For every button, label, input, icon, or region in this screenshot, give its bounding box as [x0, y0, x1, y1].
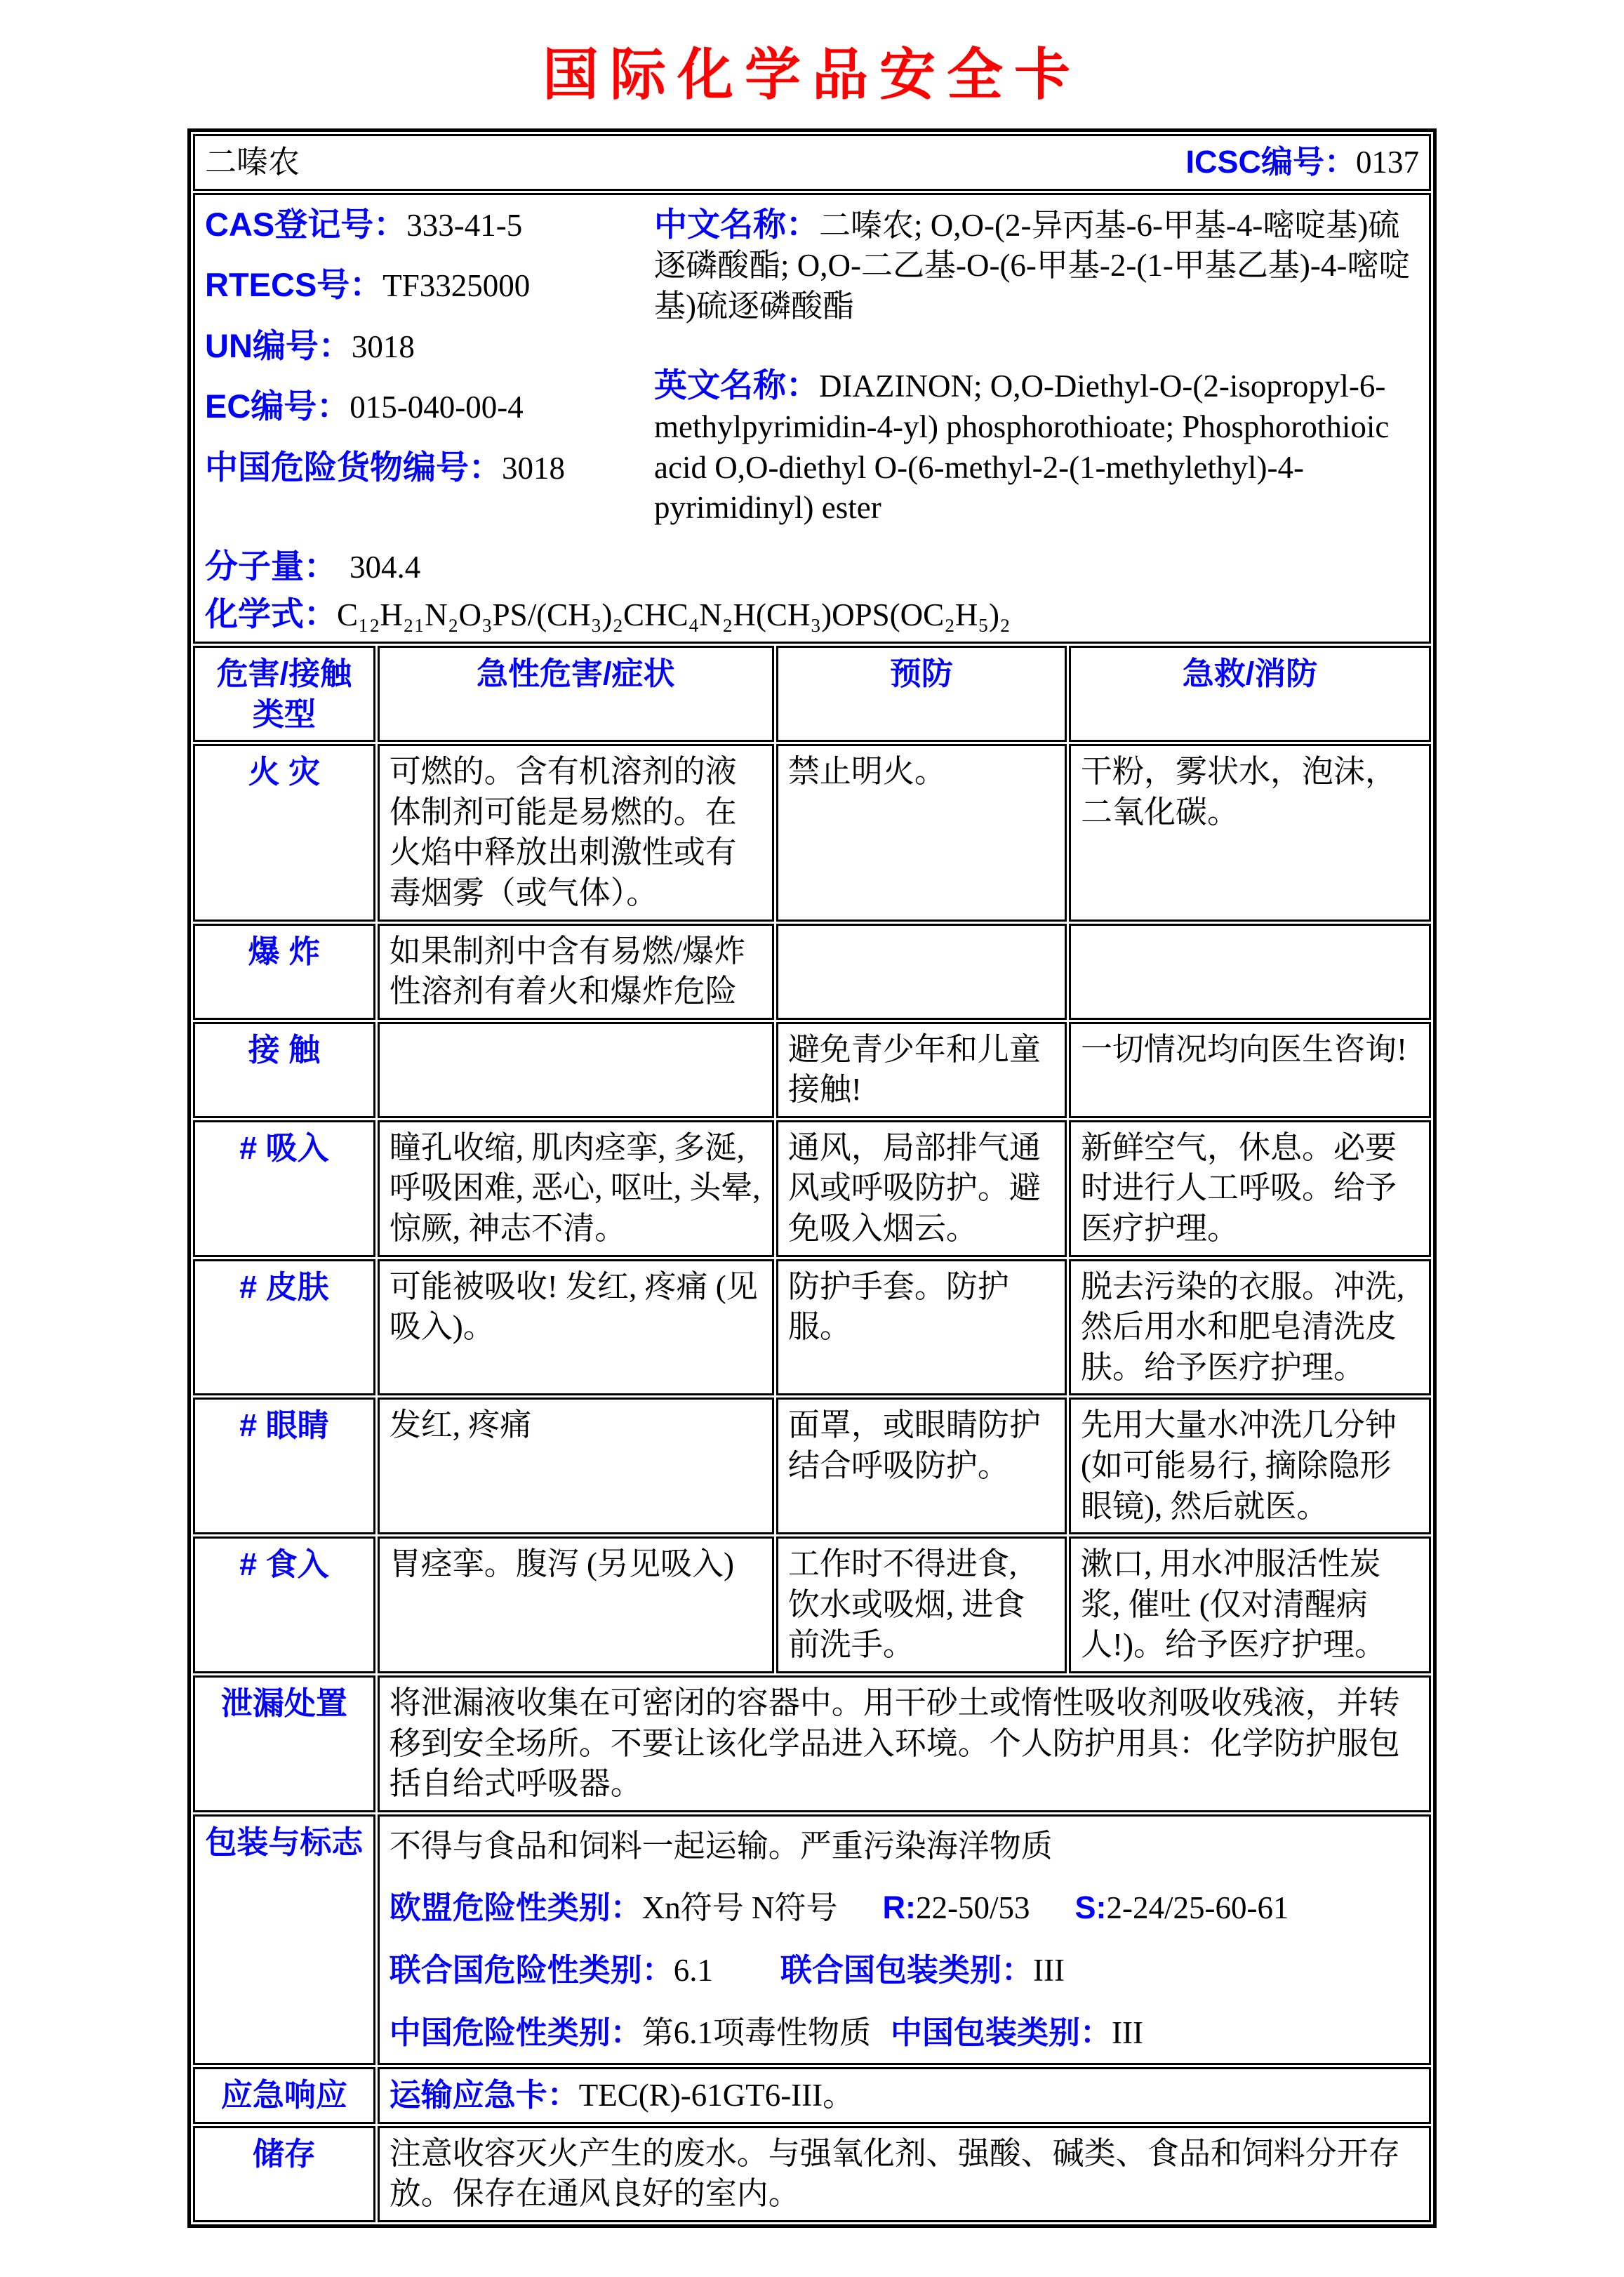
cas-number-value: 333-41-5 [406, 207, 523, 243]
substance-name: 二嗪农 [205, 145, 300, 180]
hazard-row-explosion-symptom: 如果制剂中含有易燃/爆炸性溶剂有着火和爆炸危险 [378, 924, 774, 1020]
hazard-row-eyes-prevention: 面罩，或眼睛防护结合呼吸防护。 [776, 1398, 1067, 1534]
hazard-header-type [193, 646, 375, 742]
hazard-row-inhalation [193, 1120, 1431, 1257]
packaging-cn-line [390, 2012, 1419, 2054]
molecular-weight-label: 分子量： [205, 547, 337, 585]
hazard-row-fire-symptom: 可燃的。含有机溶剂的液体制剂可能是易燃的。在火焰中释放出刺激性或有毒烟雾（或气体）。 [378, 744, 774, 921]
hazard-row-exposure-type: 接 触 [193, 1022, 375, 1118]
hazard-header-row [193, 646, 1431, 742]
cn-hazard-class-label: 中国危险性类别： [389, 2014, 642, 2050]
section-storage-label: 储存 [193, 2126, 375, 2222]
hazard-row-skin-symptom: 可能被吸收! 发红, 疼痛 (见吸入)。 [378, 1259, 774, 1396]
hazard-header-prevention: 预防 [776, 646, 1067, 742]
hazard-row-inhalation-symptom: 瞳孔收缩, 肌肉痉挛, 多涎, 呼吸困难, 恶心, 呕吐, 头晕, 惊厥, 神志不清。 [378, 1120, 774, 1257]
cas-number-line [205, 204, 654, 246]
chinese-name-value: 二嗪农; O,O-(2-异丙基-6-甲基-4-嘧啶基)硫逐磷酸酯; O,O-二乙基-O-(6-甲基-2-(1-甲基乙基)-4-嘧啶基)硫逐磷酸酯 [654, 207, 1411, 324]
icsc-number-group [1185, 142, 1419, 183]
packaging-un-line [390, 1950, 1419, 1991]
rtecs-number-label: RTECS号： [205, 266, 383, 304]
hazard-row-exposure [193, 1022, 1431, 1118]
english-name-value: DIAZINON; O,O-Diethyl-O-(2-isopropyl-6-methylpyrimidin-4-yl) phosphorothioate; Phosphorothioic acid O,O-diethyl O-(6-methyl-2-(1-methylethyl)-4-pyrimidinyl) ester [654, 369, 1390, 526]
china-dg-number-label: 中国危险货物编号： [205, 448, 502, 486]
chemical-names [654, 201, 1419, 529]
hazard-row-inhalation-type: # 吸入 [193, 1120, 375, 1257]
eu-hazard-class-label: 欧盟危险性类别： [389, 1890, 642, 1926]
section-row-storage [193, 2126, 1431, 2222]
chinese-name-paragraph [654, 204, 1419, 327]
registry-numbers [205, 201, 654, 529]
hazard-row-explosion [193, 924, 1431, 1020]
card-title-cell [193, 134, 1431, 191]
hazard-header-firstaid: 急救/消防 [1069, 646, 1431, 742]
hazard-row-skin-prevention: 防护手套。防护服。 [776, 1259, 1067, 1396]
un-number-label: UN编号： [205, 326, 352, 364]
molecular-weight-line [205, 545, 1419, 588]
chemical-formula-value: C₁₂H₂₁N₂O₃PS/(CH₃)₂CHC₄N₂H(CH₃)OPS(OC₂H₅)₂ [337, 597, 1011, 633]
chemical-formula-line [205, 593, 1419, 636]
cas-number-label: CAS登记号： [205, 205, 407, 243]
transport-emergency-card-label: 运输应急卡： [389, 2077, 579, 2113]
hazard-row-inhalation-firstaid: 新鲜空气，休息。必要时进行人工呼吸。给予医疗护理。 [1069, 1120, 1431, 1257]
cn-packing-group-label: 中国包装类别： [891, 2014, 1112, 2050]
packaging-transport-note: 不得与食品和饲料一起运输。严重污染海洋物质 [389, 1828, 1053, 1864]
hazard-row-inhalation-prevention: 通风，局部排气通风或呼吸防护。避免吸入烟云。 [776, 1120, 1067, 1257]
s-phrases-label: S: [1074, 1890, 1107, 1926]
hazard-row-ingestion-firstaid: 漱口, 用水冲服活性炭浆, 催吐 (仅对清醒病人!)。给予医疗护理。 [1069, 1536, 1431, 1673]
eu-hazard-class-value: Xn符号 N符号 [641, 1890, 838, 1926]
rtecs-number-value: TF3325000 [382, 268, 531, 304]
section-spill-label: 泄漏处置 [193, 1675, 375, 1812]
china-dg-number-line [205, 446, 654, 489]
un-hazard-class-value: 6.1 [673, 1952, 713, 1988]
section-packaging-content [378, 1814, 1431, 2065]
hazard-row-eyes-firstaid: 先用大量水冲洗几分钟 (如可能易行, 摘除隐形眼镜), 然后就医。 [1069, 1398, 1431, 1534]
hazard-header-type-line2: 类型 [252, 696, 316, 732]
cn-packing-group-value: III [1112, 2014, 1143, 2050]
english-name-label: 英文名称： [654, 366, 819, 404]
section-spill-text: 将泄漏液收集在可密闭的容器中。用干砂土或惰性吸收剂吸收残液，并转移到安全场所。不要让该化学品进入环境。个人防护用具：化学防护服包括自给式呼吸器。 [378, 1675, 1431, 1812]
ec-number-line [205, 385, 654, 428]
chemical-formula-label: 化学式： [205, 595, 337, 633]
ec-number-label: EC编号： [205, 387, 350, 425]
icsc-card-table [187, 128, 1437, 2228]
identity-wrap [205, 201, 1419, 529]
hazard-row-explosion-prevention [776, 924, 1067, 1020]
un-number-line [205, 325, 654, 368]
hazard-row-ingestion-symptom: 胃痉挛。腹泻 (另见吸入) [378, 1536, 774, 1673]
icsc-document-page [0, 29, 1624, 2277]
card-title-row [193, 134, 1431, 191]
hazard-row-ingestion [193, 1536, 1431, 1673]
r-phrases-label: R: [882, 1890, 916, 1926]
molecular-weight-value: 304.4 [350, 549, 421, 585]
rtecs-number-line [205, 264, 654, 307]
section-row-spill [193, 1675, 1431, 1812]
section-storage-text: 注意收容灭火产生的废水。与强氧化剂、强酸、碱类、食品和饲料分开存放。保存在通风良好的室内。 [378, 2126, 1431, 2222]
icsc-number-label: ICSC编号： [1185, 144, 1356, 180]
identity-row [193, 193, 1431, 644]
hazard-header-symptoms: 急性危害/症状 [378, 646, 774, 742]
s-phrases-value: 2-24/25-60-61 [1106, 1890, 1289, 1926]
section-row-packaging [193, 1814, 1431, 2065]
un-packing-group-value: III [1033, 1952, 1065, 1988]
r-phrases-value: 22-50/53 [915, 1890, 1030, 1926]
hazard-row-fire-type: 火 灾 [193, 744, 375, 921]
hazard-row-fire [193, 744, 1431, 921]
hazard-row-fire-prevention: 禁止明火。 [776, 744, 1067, 921]
hazard-row-exposure-firstaid: 一切情况均向医生咨询! [1069, 1022, 1431, 1118]
un-hazard-class-label: 联合国危险性类别： [389, 1951, 674, 1988]
un-number-value: 3018 [351, 328, 415, 364]
hazard-row-skin [193, 1259, 1431, 1396]
hazard-row-fire-firstaid: 干粉，雾状水，泡沫，二氧化碳。 [1069, 744, 1431, 921]
chinese-name-label: 中文名称： [654, 205, 819, 243]
identity-cell [193, 193, 1431, 644]
un-packing-group-label: 联合国包装类别： [780, 1951, 1034, 1988]
ec-number-value: 015-040-00-4 [350, 390, 524, 425]
hazard-row-explosion-firstaid [1069, 924, 1431, 1020]
hazard-row-exposure-symptom [378, 1022, 774, 1118]
english-name-paragraph [654, 364, 1419, 528]
section-row-response [193, 2067, 1431, 2124]
china-dg-number-value: 3018 [502, 450, 565, 486]
packaging-eu-line [390, 1887, 1419, 1929]
icsc-number-value: 0137 [1356, 145, 1419, 180]
hazard-row-eyes-symptom: 发红, 疼痛 [378, 1398, 774, 1534]
transport-emergency-card-value: TEC(R)-61GT6-III。 [578, 2078, 855, 2113]
hazard-row-ingestion-prevention: 工作时不得进食, 饮水或吸烟, 进食前洗手。 [776, 1536, 1067, 1673]
hazard-row-exposure-prevention: 避免青少年和儿童接触! [776, 1022, 1067, 1118]
page-title: 国际化学品安全卡 [543, 41, 1081, 107]
hazard-row-skin-firstaid: 脱去污染的衣服。冲洗, 然后用水和肥皂清洗皮肤。给予医疗护理。 [1069, 1259, 1431, 1396]
cn-hazard-class-value: 第6.1项毒性物质 [641, 2014, 872, 2050]
hazard-row-ingestion-type: # 食入 [193, 1536, 375, 1673]
card-title-flex [205, 142, 1419, 183]
hazard-row-eyes [193, 1398, 1431, 1534]
section-response-label: 应急响应 [193, 2067, 375, 2124]
hazard-header-type-line1: 危害/接触 [216, 655, 352, 691]
section-response-content [378, 2067, 1431, 2124]
section-packaging-label: 包装与标志 [193, 1814, 375, 2065]
hazard-row-skin-type: # 皮肤 [193, 1259, 375, 1396]
hazard-row-eyes-type: # 眼睛 [193, 1398, 375, 1534]
hazard-row-explosion-type: 爆 炸 [193, 924, 375, 1020]
